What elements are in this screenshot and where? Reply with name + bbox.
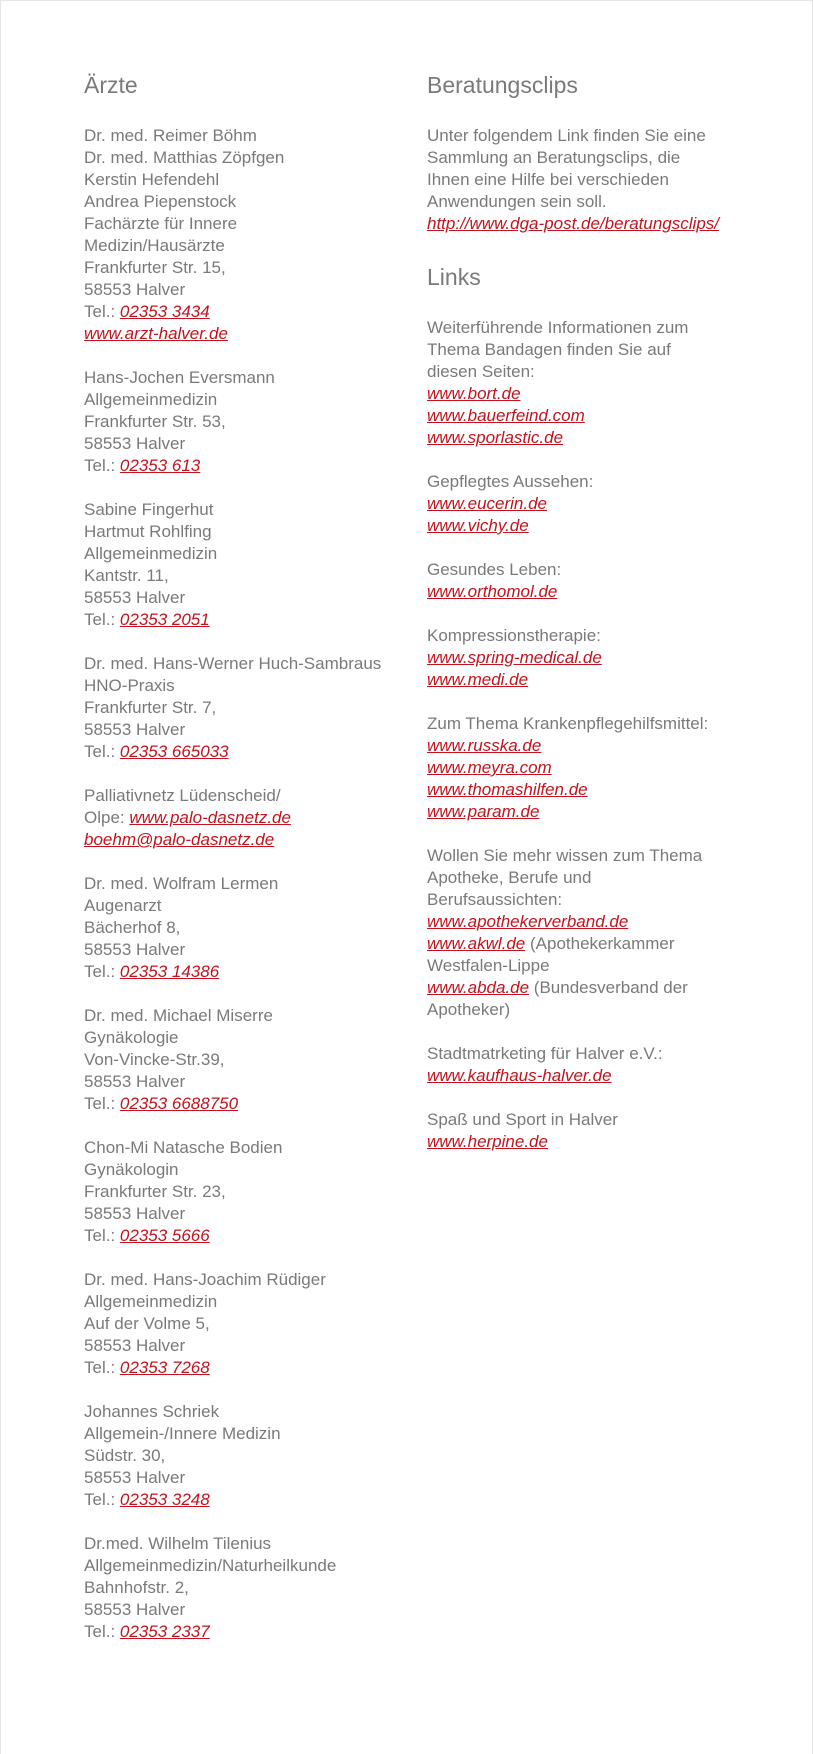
tel-line [84, 741, 404, 763]
link-line [427, 405, 757, 427]
tel-link[interactable]: 02353 6688750 [119, 1094, 239, 1113]
entry-line: Dr. med. Hans-Werner Huch-Sambraus [84, 654, 382, 673]
entry-line: Frankfurter Str. 7, [84, 698, 217, 717]
tel-link[interactable]: 02353 7268 [119, 1358, 210, 1377]
link-group-krankenpflege [427, 713, 757, 823]
entry-line: Allgemeinmedizin [84, 1292, 218, 1311]
tel-label: Tel.: [84, 1094, 120, 1113]
entry-line: Dr. med. Matthias Zöpfgen [84, 148, 285, 167]
info-line: Wollen Sie mehr wissen zum Thema [427, 846, 703, 865]
entry-line: Hans-Jochen Eversmann [84, 368, 275, 387]
tel-label: Tel.: [84, 1490, 120, 1509]
entry-line: Bächerhof 8, [84, 918, 181, 937]
website-link[interactable]: www.bauerfeind.com [427, 406, 585, 425]
entry-line: HNO-Praxis [84, 676, 175, 695]
website-link[interactable]: www.arzt-halver.de [84, 324, 228, 343]
doctor-entry [84, 125, 404, 345]
link-line [427, 977, 757, 999]
info-line: Zum Thema Krankenpflegehilfsmittel: [427, 714, 709, 733]
link-line [427, 1065, 757, 1087]
entry-line: 58553 Halver [84, 1072, 186, 1091]
tel-link[interactable]: 02353 3248 [119, 1490, 210, 1509]
link-line [427, 213, 757, 235]
entry-line: 58553 Halver [84, 1204, 186, 1223]
entry-line: Kantstr. 11, [84, 566, 169, 585]
tel-label: Tel.: [84, 1226, 120, 1245]
entry-text: Olpe: [84, 808, 130, 827]
tel-line [84, 1489, 404, 1511]
link-line [427, 735, 757, 757]
info-line: Sammlung an Beratungsclips, die [427, 148, 681, 167]
website-link[interactable]: www.bort.de [427, 384, 521, 403]
info-line: Spaß und Sport in Halver [427, 1110, 618, 1129]
tel-link[interactable]: 02353 2051 [119, 610, 210, 629]
tel-link[interactable]: 02353 3434 [119, 302, 210, 321]
link-group-stadtmarketing [427, 1043, 757, 1087]
entry-line: Dr.med. Wilhelm Tilenius [84, 1534, 272, 1553]
website-link[interactable]: www.vichy.de [427, 516, 529, 535]
info-line: diesen Seiten: [427, 362, 535, 381]
link-group-kompression [427, 625, 757, 691]
doctor-entry [84, 1533, 404, 1643]
website-link[interactable]: www.thomashilfen.de [427, 780, 588, 799]
link-line [427, 427, 757, 449]
tel-link[interactable]: 02353 5666 [119, 1226, 210, 1245]
tel-label: Tel.: [84, 456, 120, 475]
tel-link[interactable]: 02353 613 [119, 456, 201, 475]
tel-line [84, 1357, 404, 1379]
tel-line [84, 1093, 404, 1115]
web-line [84, 807, 404, 829]
entry-line: Von-Vincke-Str.39, [84, 1050, 225, 1069]
link-group-apotheke [427, 845, 757, 1021]
entry-line: Bahnhofstr. 2, [84, 1578, 189, 1597]
entry-line: Allgemein-/Innere Medizin [84, 1424, 281, 1443]
website-link[interactable]: www.orthomol.de [427, 582, 558, 601]
info-line: Weiterführende Informationen zum [427, 318, 689, 337]
entry-line: 58553 Halver [84, 1336, 186, 1355]
entry-line: 58553 Halver [84, 720, 186, 739]
doctor-entry [84, 367, 404, 477]
entry-line: Dr. med. Michael Miserre [84, 1006, 273, 1025]
website-link[interactable]: www.herpine.de [427, 1132, 548, 1151]
entry-line: 58553 Halver [84, 1468, 186, 1487]
tel-line [84, 1225, 404, 1247]
entry-line: Kerstin Hefendehl [84, 170, 220, 189]
info-line: Apotheker) [427, 1000, 511, 1019]
website-link[interactable]: www.abda.de [427, 978, 530, 997]
entry-line: Andrea Piepenstock [84, 192, 237, 211]
doctor-entry [84, 1005, 404, 1115]
info-line: Apotheke, Berufe und [427, 868, 592, 887]
info-column [427, 1, 757, 1175]
entry-line: 58553 Halver [84, 940, 186, 959]
entry-line: Palliativnetz Lüdenscheid/ [84, 786, 281, 805]
entry-line: Augenarzt [84, 896, 162, 915]
entry-line: Gynäkologin [84, 1160, 179, 1179]
web-line [84, 323, 404, 345]
tel-label: Tel.: [84, 1622, 120, 1641]
website-link[interactable]: www.medi.de [427, 670, 529, 689]
link-line [427, 779, 757, 801]
entry-line: Dr. med. Hans-Joachim Rüdiger [84, 1270, 326, 1289]
website-link[interactable]: www.eucerin.de [427, 494, 548, 513]
doctor-entry [84, 653, 404, 763]
entry-line: Fachärzte für Innere [84, 214, 238, 233]
entry-line: Allgemeinmedizin [84, 390, 218, 409]
info-line: Stadtmatrketing für Halver e.V.: [427, 1044, 663, 1063]
beratungsclips-section [427, 125, 757, 235]
entry-line: Allgemeinmedizin/Naturheilkunde [84, 1556, 337, 1575]
website-link[interactable]: www.meyra.com [427, 758, 552, 777]
doctor-entry [84, 1269, 404, 1379]
website-link[interactable]: www.sporlastic.de [427, 428, 564, 447]
entry-line: Chon-Mi Natasche Bodien [84, 1138, 283, 1157]
link-line [427, 1131, 757, 1153]
website-link[interactable]: www.akwl.de [427, 934, 526, 953]
entry-line: Dr. med. Reimer Böhm [84, 126, 257, 145]
info-line: Anwendungen sein soll. [427, 192, 607, 211]
entry-line: Gynäkologie [84, 1028, 179, 1047]
entry-line: Hartmut Rohlfing [84, 522, 212, 541]
beratungsclips-block [427, 125, 757, 235]
entry-line: Frankfurter Str. 53, [84, 412, 226, 431]
link-line [427, 933, 757, 955]
info-line: Gesundes Leben: [427, 560, 562, 579]
tel-line [84, 961, 404, 983]
tel-line [84, 455, 404, 477]
link-line [427, 757, 757, 779]
links-heading: Links [427, 264, 481, 290]
link-group-aussehen [427, 471, 757, 537]
link-line [427, 911, 757, 933]
info-line: Thema Bandagen finden Sie auf [427, 340, 671, 359]
tel-label: Tel.: [84, 962, 120, 981]
aerzte-heading: Ärzte [84, 72, 138, 98]
link-line [427, 669, 757, 691]
beratungsclips-link[interactable]: http://www.dga-post.de/beratungsclips/ [427, 214, 719, 233]
website-link[interactable]: www.spring-medical.de [427, 648, 602, 667]
entry-line: Frankfurter Str. 23, [84, 1182, 226, 1201]
link-group-leben [427, 559, 757, 603]
tel-label: Tel.: [84, 1358, 120, 1377]
entry-line: 58553 Halver [84, 280, 186, 299]
entry-line: Johannes Schriek [84, 1402, 220, 1421]
links-section [427, 317, 757, 1153]
tel-label: Tel.: [84, 302, 120, 321]
link-line [427, 493, 757, 515]
link-note: (Bundesverband der [529, 978, 688, 997]
email-line [84, 829, 404, 851]
website-link[interactable]: www.palo-dasnetz.de [129, 808, 291, 827]
beratungsclips-heading: Beratungsclips [427, 72, 578, 98]
website-link[interactable]: www.param.de [427, 802, 540, 821]
entry-line: Sabine Fingerhut [84, 500, 214, 519]
info-line: Unter folgendem Link finden Sie eine [427, 126, 706, 145]
entry-line: 58553 Halver [84, 434, 186, 453]
website-link[interactable]: www.kaufhaus-halver.de [427, 1066, 612, 1085]
tel-line [84, 1621, 404, 1643]
info-line: Gepflegtes Aussehen: [427, 472, 594, 491]
entry-line: 58553 Halver [84, 588, 186, 607]
info-line: Westfalen-Lippe [427, 956, 550, 975]
doctor-entry [84, 499, 404, 631]
entry-line: Frankfurter Str. 15, [84, 258, 226, 277]
tel-link[interactable]: 02353 14386 [119, 962, 220, 981]
entry-line: Südstr. 30, [84, 1446, 166, 1465]
tel-line [84, 301, 404, 323]
info-line: Kompressionstherapie: [427, 626, 601, 645]
aerzte-column [84, 1, 404, 1665]
entry-line: 58553 Halver [84, 1600, 186, 1619]
email-link[interactable]: boehm@palo-dasnetz.de [84, 830, 275, 849]
tel-label: Tel.: [84, 610, 120, 629]
tel-link[interactable]: 02353 2337 [119, 1622, 210, 1641]
entry-line: Medizin/Hausärzte [84, 236, 225, 255]
tel-label: Tel.: [84, 742, 120, 761]
website-link[interactable]: www.russka.de [427, 736, 542, 755]
link-line [427, 801, 757, 823]
link-line [427, 383, 757, 405]
doctor-entry [84, 1137, 404, 1247]
entry-line: Auf der Volme 5, [84, 1314, 210, 1333]
link-line [427, 515, 757, 537]
link-group-sport [427, 1109, 757, 1153]
website-link[interactable]: www.apothekerverband.de [427, 912, 629, 931]
palliativnetz-entry [84, 785, 404, 851]
info-line: Berufsaussichten: [427, 890, 563, 909]
doctor-entry [84, 873, 404, 983]
link-group-bandagen [427, 317, 757, 449]
doctor-entry [84, 1401, 404, 1511]
tel-line [84, 609, 404, 631]
info-line: Ihnen eine Hilfe bei verschieden [427, 170, 669, 189]
link-line [427, 647, 757, 669]
entry-line: Allgemeinmedizin [84, 544, 218, 563]
link-note: (Apothekerkammer [525, 934, 675, 953]
tel-link[interactable]: 02353 665033 [119, 742, 229, 761]
link-line [427, 581, 757, 603]
entry-line: Dr. med. Wolfram Lermen [84, 874, 279, 893]
aerzte-list [84, 125, 404, 1643]
